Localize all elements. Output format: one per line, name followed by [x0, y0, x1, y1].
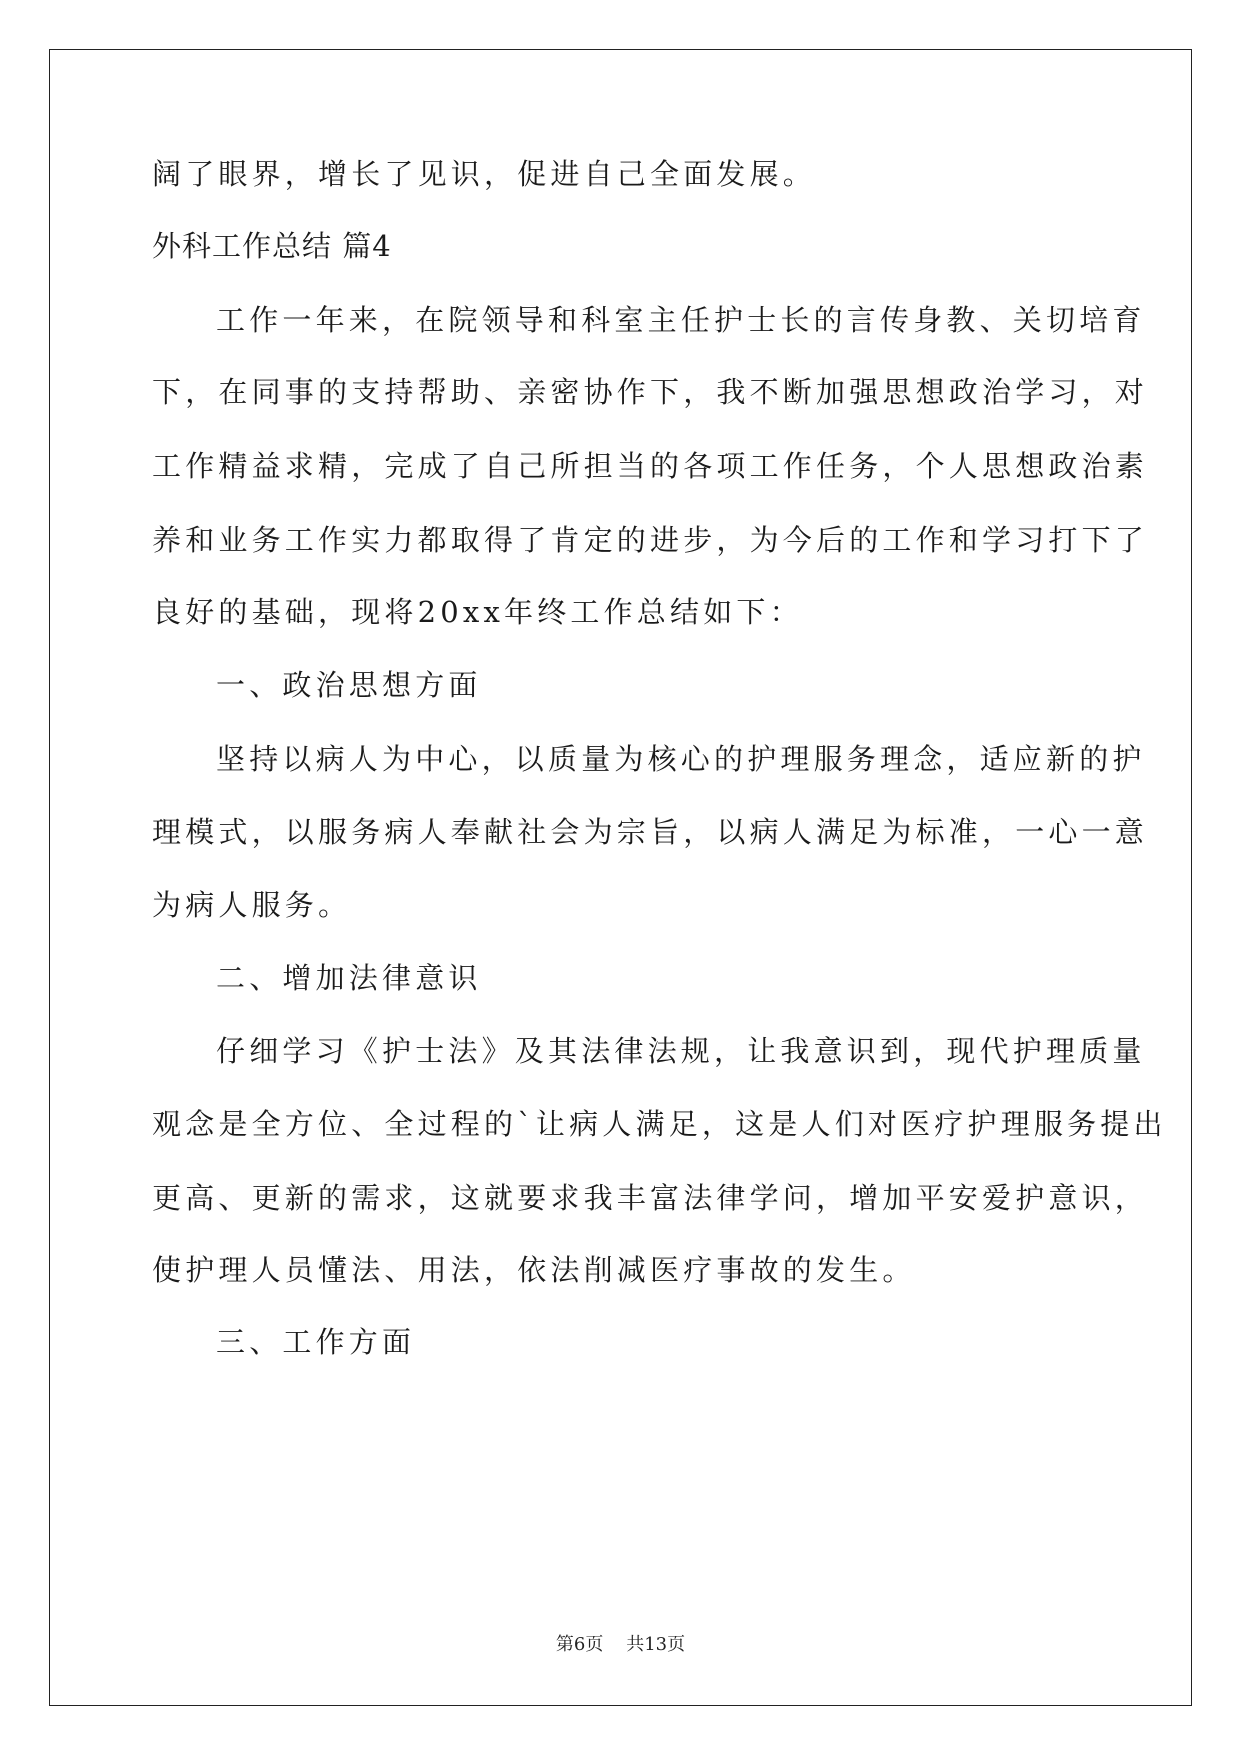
page-border	[49, 49, 1192, 1706]
paragraph-line: 工作一年来，在院领导和科室主任护士长的言传身教、关切培育	[216, 303, 1146, 337]
page-number: 第6页	[555, 1634, 604, 1655]
paragraph-line: 更高、更新的需求，这就要求我丰富法律学问，增加平安爱护意识，	[152, 1181, 1149, 1215]
page-footer	[0, 1633, 1241, 1657]
paragraph-line: 养和业务工作实力都取得了肯定的进步，为今后的工作和学习打下了	[152, 523, 1149, 557]
paragraph-line: 仔细学习《护士法》及其法律法规，让我意识到，现代护理质量	[216, 1034, 1146, 1068]
paragraph-line: 坚持以病人为中心，以质量为核心的护理服务理念，适应新的护	[216, 742, 1146, 776]
paragraph-line: 使护理人员懂法、用法，依法削减医疗事故的发生。	[152, 1253, 916, 1287]
paragraph-line: 下，在同事的支持帮助、亲密协作下，我不断加强思想政治学习，对	[152, 375, 1149, 409]
subheading: 一、政治思想方面	[216, 668, 482, 702]
paragraph-line: 理模式，以服务病人奉献社会为宗旨，以病人满足为标准，一心一意	[152, 815, 1149, 849]
subheading: 三、工作方面	[216, 1325, 416, 1359]
section-title: 外科工作总结 篇4	[152, 229, 392, 263]
paragraph-line: 观念是全方位、全过程的`让病人满足，这是人们对医疗护理服务提出	[152, 1107, 1167, 1141]
paragraph-line: 良好的基础，现将20xx年终工作总结如下：	[152, 595, 803, 629]
paragraph-line: 工作精益求精，完成了自己所担当的各项工作任务，个人思想政治素	[152, 449, 1149, 483]
paragraph-line: 阔了眼界，增长了见识，促进自己全面发展。	[152, 157, 817, 191]
paragraph-line: 为病人服务。	[152, 888, 352, 922]
subheading: 二、增加法律意识	[216, 961, 482, 995]
page-total: 共13页	[626, 1634, 686, 1655]
